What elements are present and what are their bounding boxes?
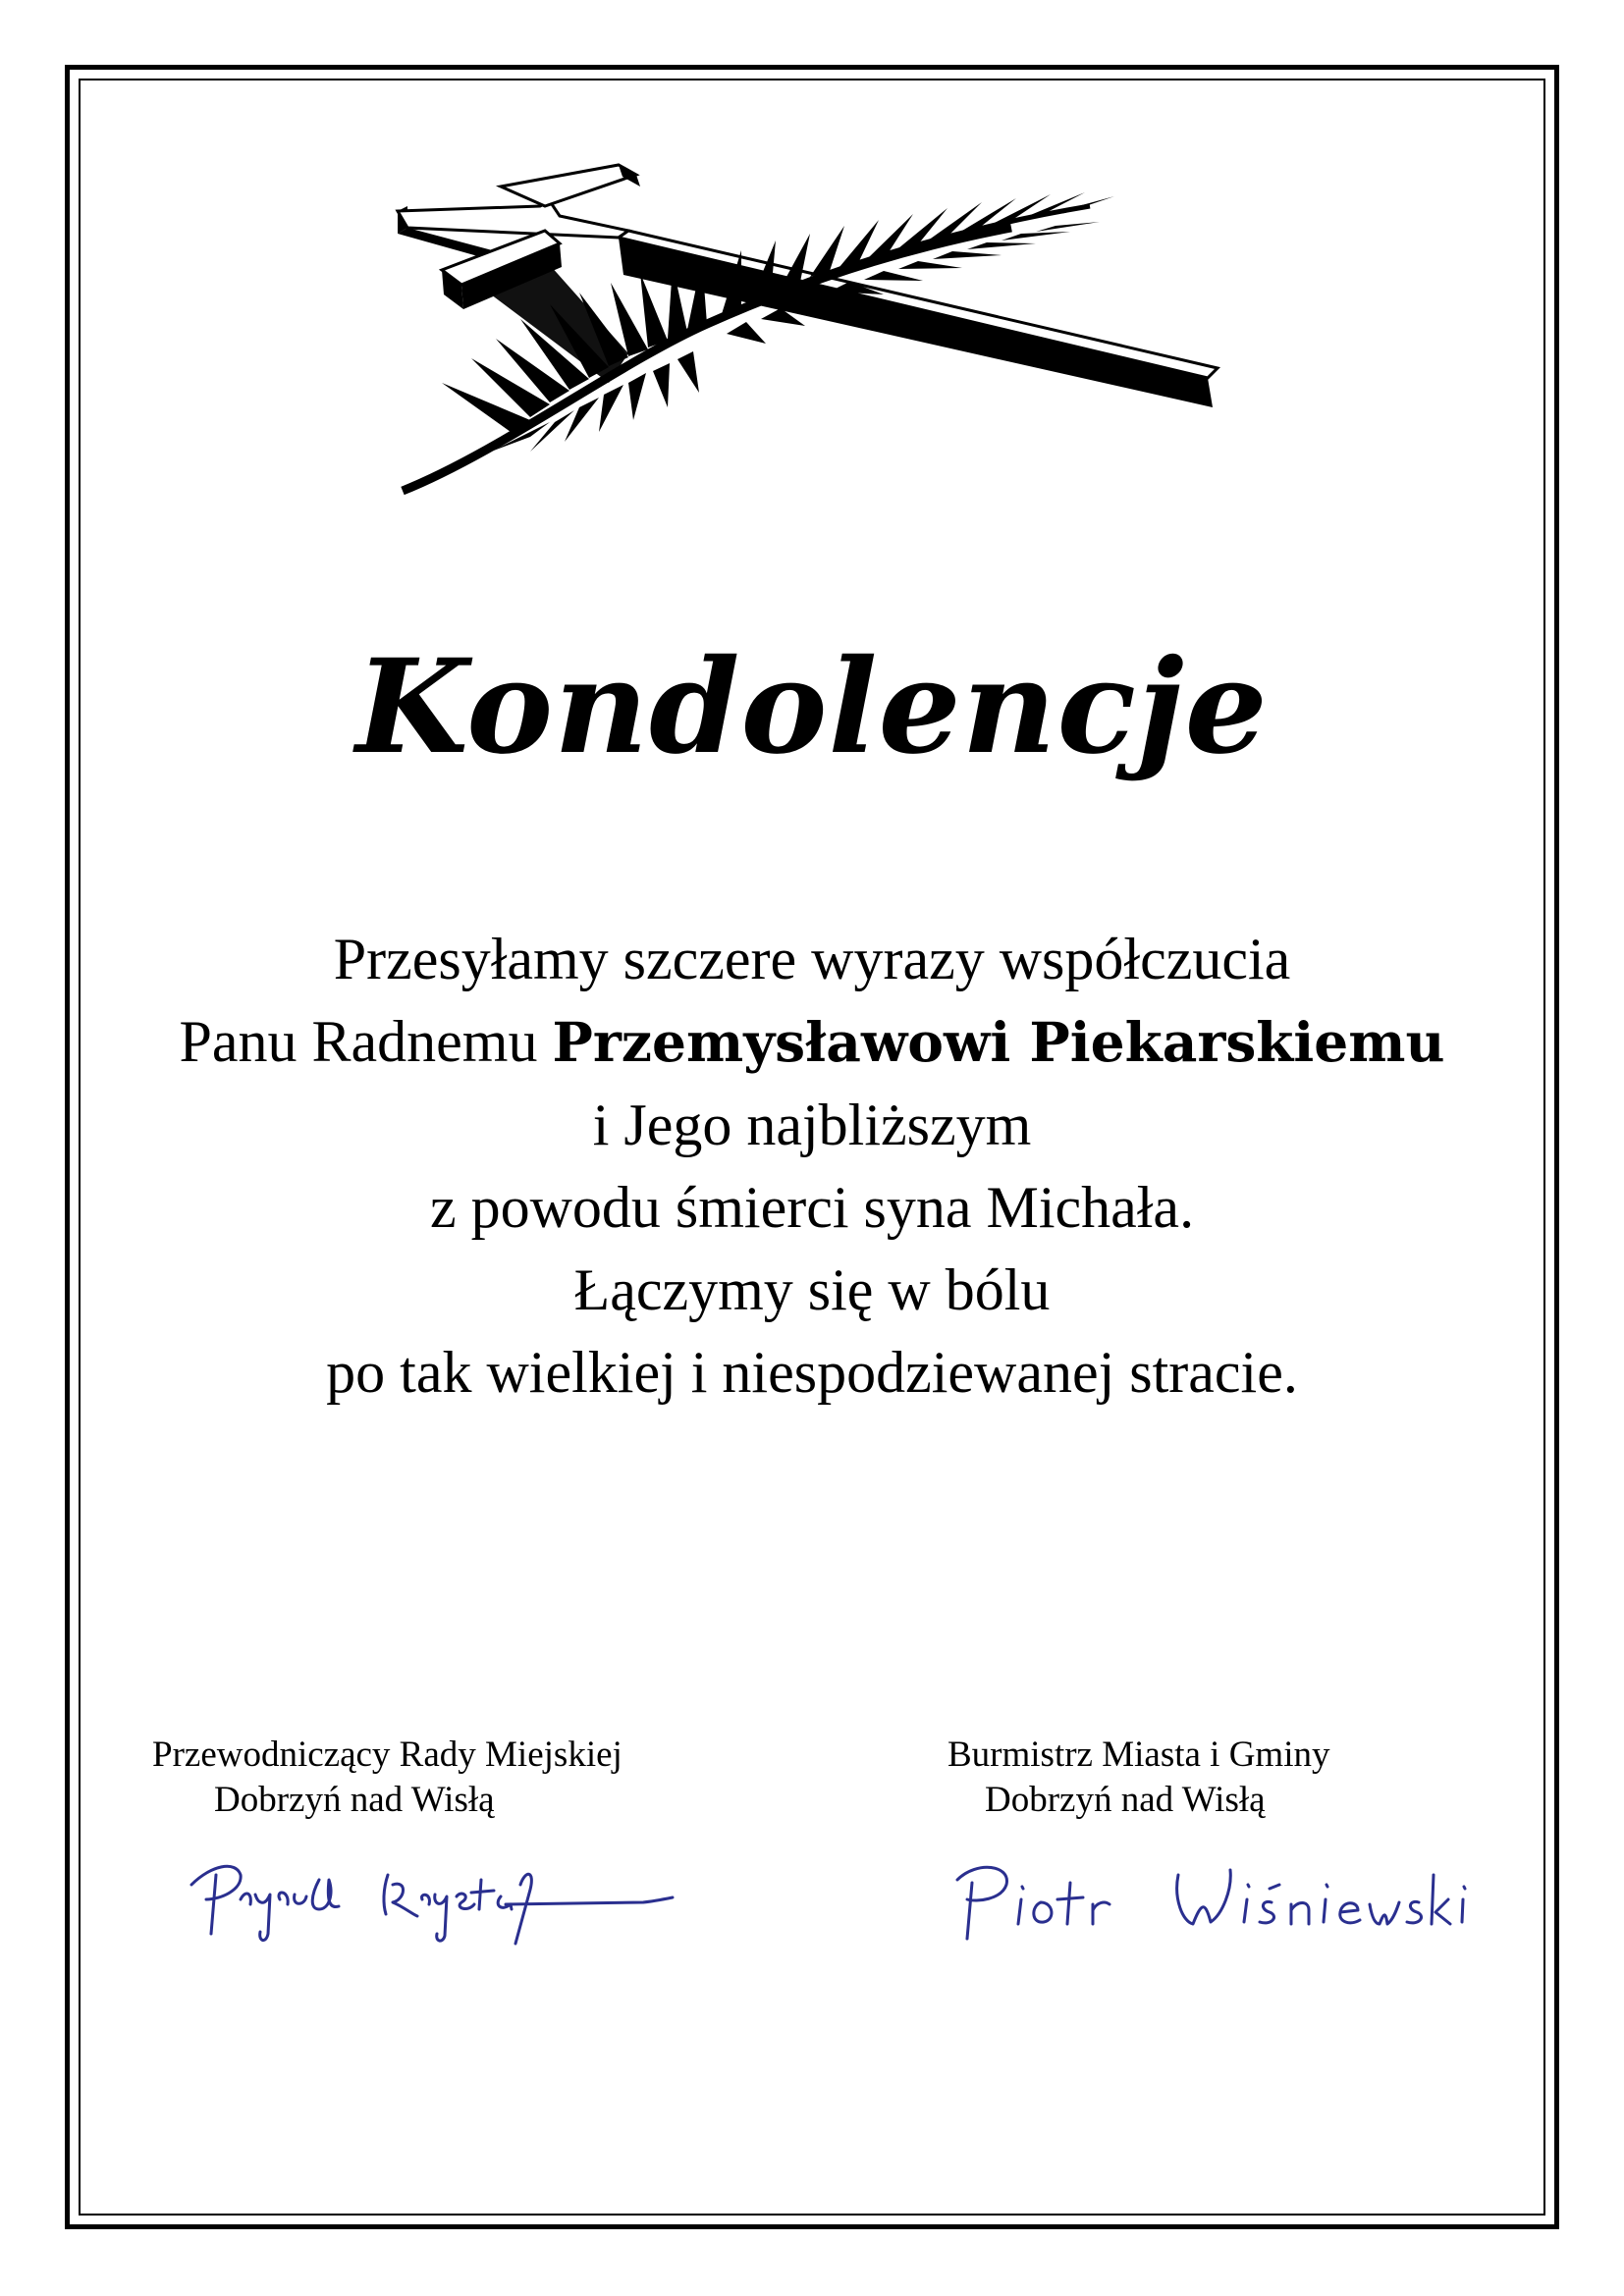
- signature-right: [938, 1845, 1478, 1953]
- condolence-message: [59, 918, 1565, 1414]
- message-line-1: Przesyłamy szczere wyrazy współczucia: [333, 927, 1291, 991]
- signatory-right-role: Burmistrz Miasta i Gminy: [947, 1735, 1330, 1775]
- message-line-6: po tak wielkiej i niespodziewanej stracie.: [326, 1340, 1298, 1405]
- recipient-name: Przemysławowi Piekarskiemu: [552, 1010, 1445, 1074]
- signatory-right: [947, 1733, 1330, 1823]
- signatory-left-city: Dobrzyń nad Wisłą: [214, 1780, 495, 1820]
- page-title: Kondolencje: [355, 631, 1269, 783]
- message-line-2-prefix: Panu Radnemu: [179, 1009, 553, 1074]
- signatory-left-role: Przewodniczący Rady Miejskiej: [152, 1735, 623, 1775]
- signatory-right-city: Dobrzyń nad Wisłą: [985, 1780, 1266, 1820]
- signature-left: [182, 1845, 692, 1953]
- message-line-3: i Jego najbliższym: [592, 1093, 1032, 1157]
- message-line-2: [59, 1000, 1565, 1084]
- message-line-5: Łączymy się w bólu: [573, 1257, 1051, 1322]
- cross-with-palm-icon: [383, 157, 1316, 530]
- signatory-left: [152, 1733, 623, 1823]
- message-line-4: z powodu śmierci syna Michała.: [429, 1175, 1195, 1240]
